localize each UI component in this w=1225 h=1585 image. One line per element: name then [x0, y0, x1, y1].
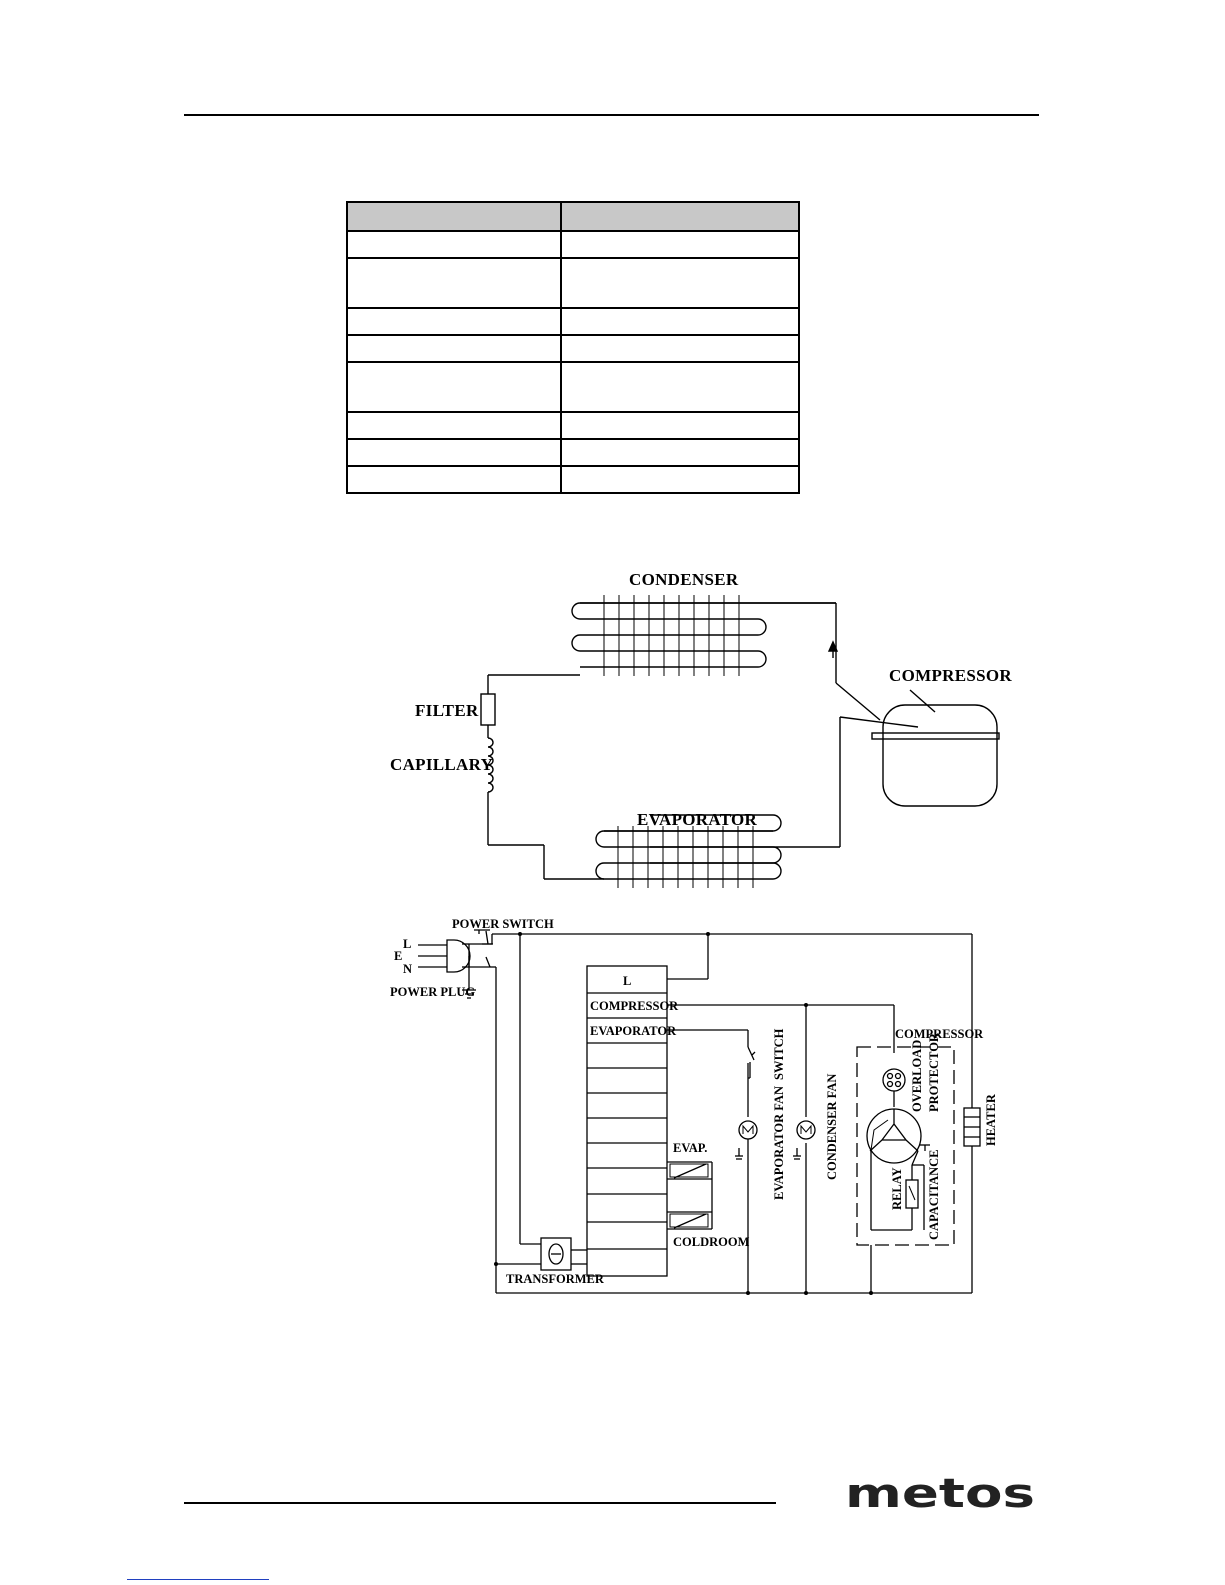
footer-link-underline: [127, 1579, 269, 1580]
terminal-evaporator-label: EVAPORATOR: [590, 1024, 677, 1038]
terminal-l-label: L: [623, 974, 632, 988]
evaporator-fan-motor: [739, 1121, 757, 1139]
compressor-label: COMPRESSOR: [895, 1027, 984, 1041]
capacitance-label: CAPACITANCE: [927, 1149, 941, 1240]
evaporator-fan-label: EVAPORATOR FAN: [772, 1085, 786, 1200]
metos-logo: [845, 1470, 1041, 1516]
capillary-label: CAPILLARY: [390, 755, 494, 774]
plug-n-label: N: [403, 962, 413, 976]
coldroom-sensor: [667, 1212, 712, 1229]
power-switch-label: POWER SWITCH: [452, 917, 554, 931]
transformer-label: TRANSFORMER: [506, 1272, 604, 1286]
evaporator-label: EVAPORATOR: [637, 810, 758, 829]
plug-e-label: E: [394, 949, 403, 963]
filter-label: FILTER: [415, 701, 479, 720]
power-switch: [474, 930, 492, 967]
protector-label: PROTECTOR: [927, 1033, 941, 1112]
relay-label: RELAY: [890, 1167, 904, 1210]
evap-sensor: [667, 1162, 712, 1179]
logo-text: metos: [845, 1471, 1035, 1516]
condenser-fan-label: CONDENSER FAN: [825, 1073, 839, 1180]
footer-rule: [184, 1502, 776, 1504]
evaporator-fan-switch: [748, 1047, 755, 1078]
overload-label: OVERLOAD: [910, 1039, 924, 1112]
condenser-fan-motor: [797, 1121, 815, 1139]
power-plug-label: POWER PLUG: [390, 985, 476, 999]
coldroom-sensor-label: COLDROOM: [673, 1235, 750, 1249]
overload-protector: [883, 1069, 905, 1091]
plug-l-label: L: [403, 937, 412, 951]
condenser-label: CONDENSER: [629, 570, 739, 589]
switch-label: SWITCH: [772, 1028, 786, 1080]
evap-sensor-label: EVAP.: [673, 1141, 708, 1155]
compressor-label: COMPRESSOR: [889, 666, 1012, 685]
terminal-compressor-label: COMPRESSOR: [590, 999, 679, 1013]
heater-label: HEATER: [984, 1094, 998, 1146]
